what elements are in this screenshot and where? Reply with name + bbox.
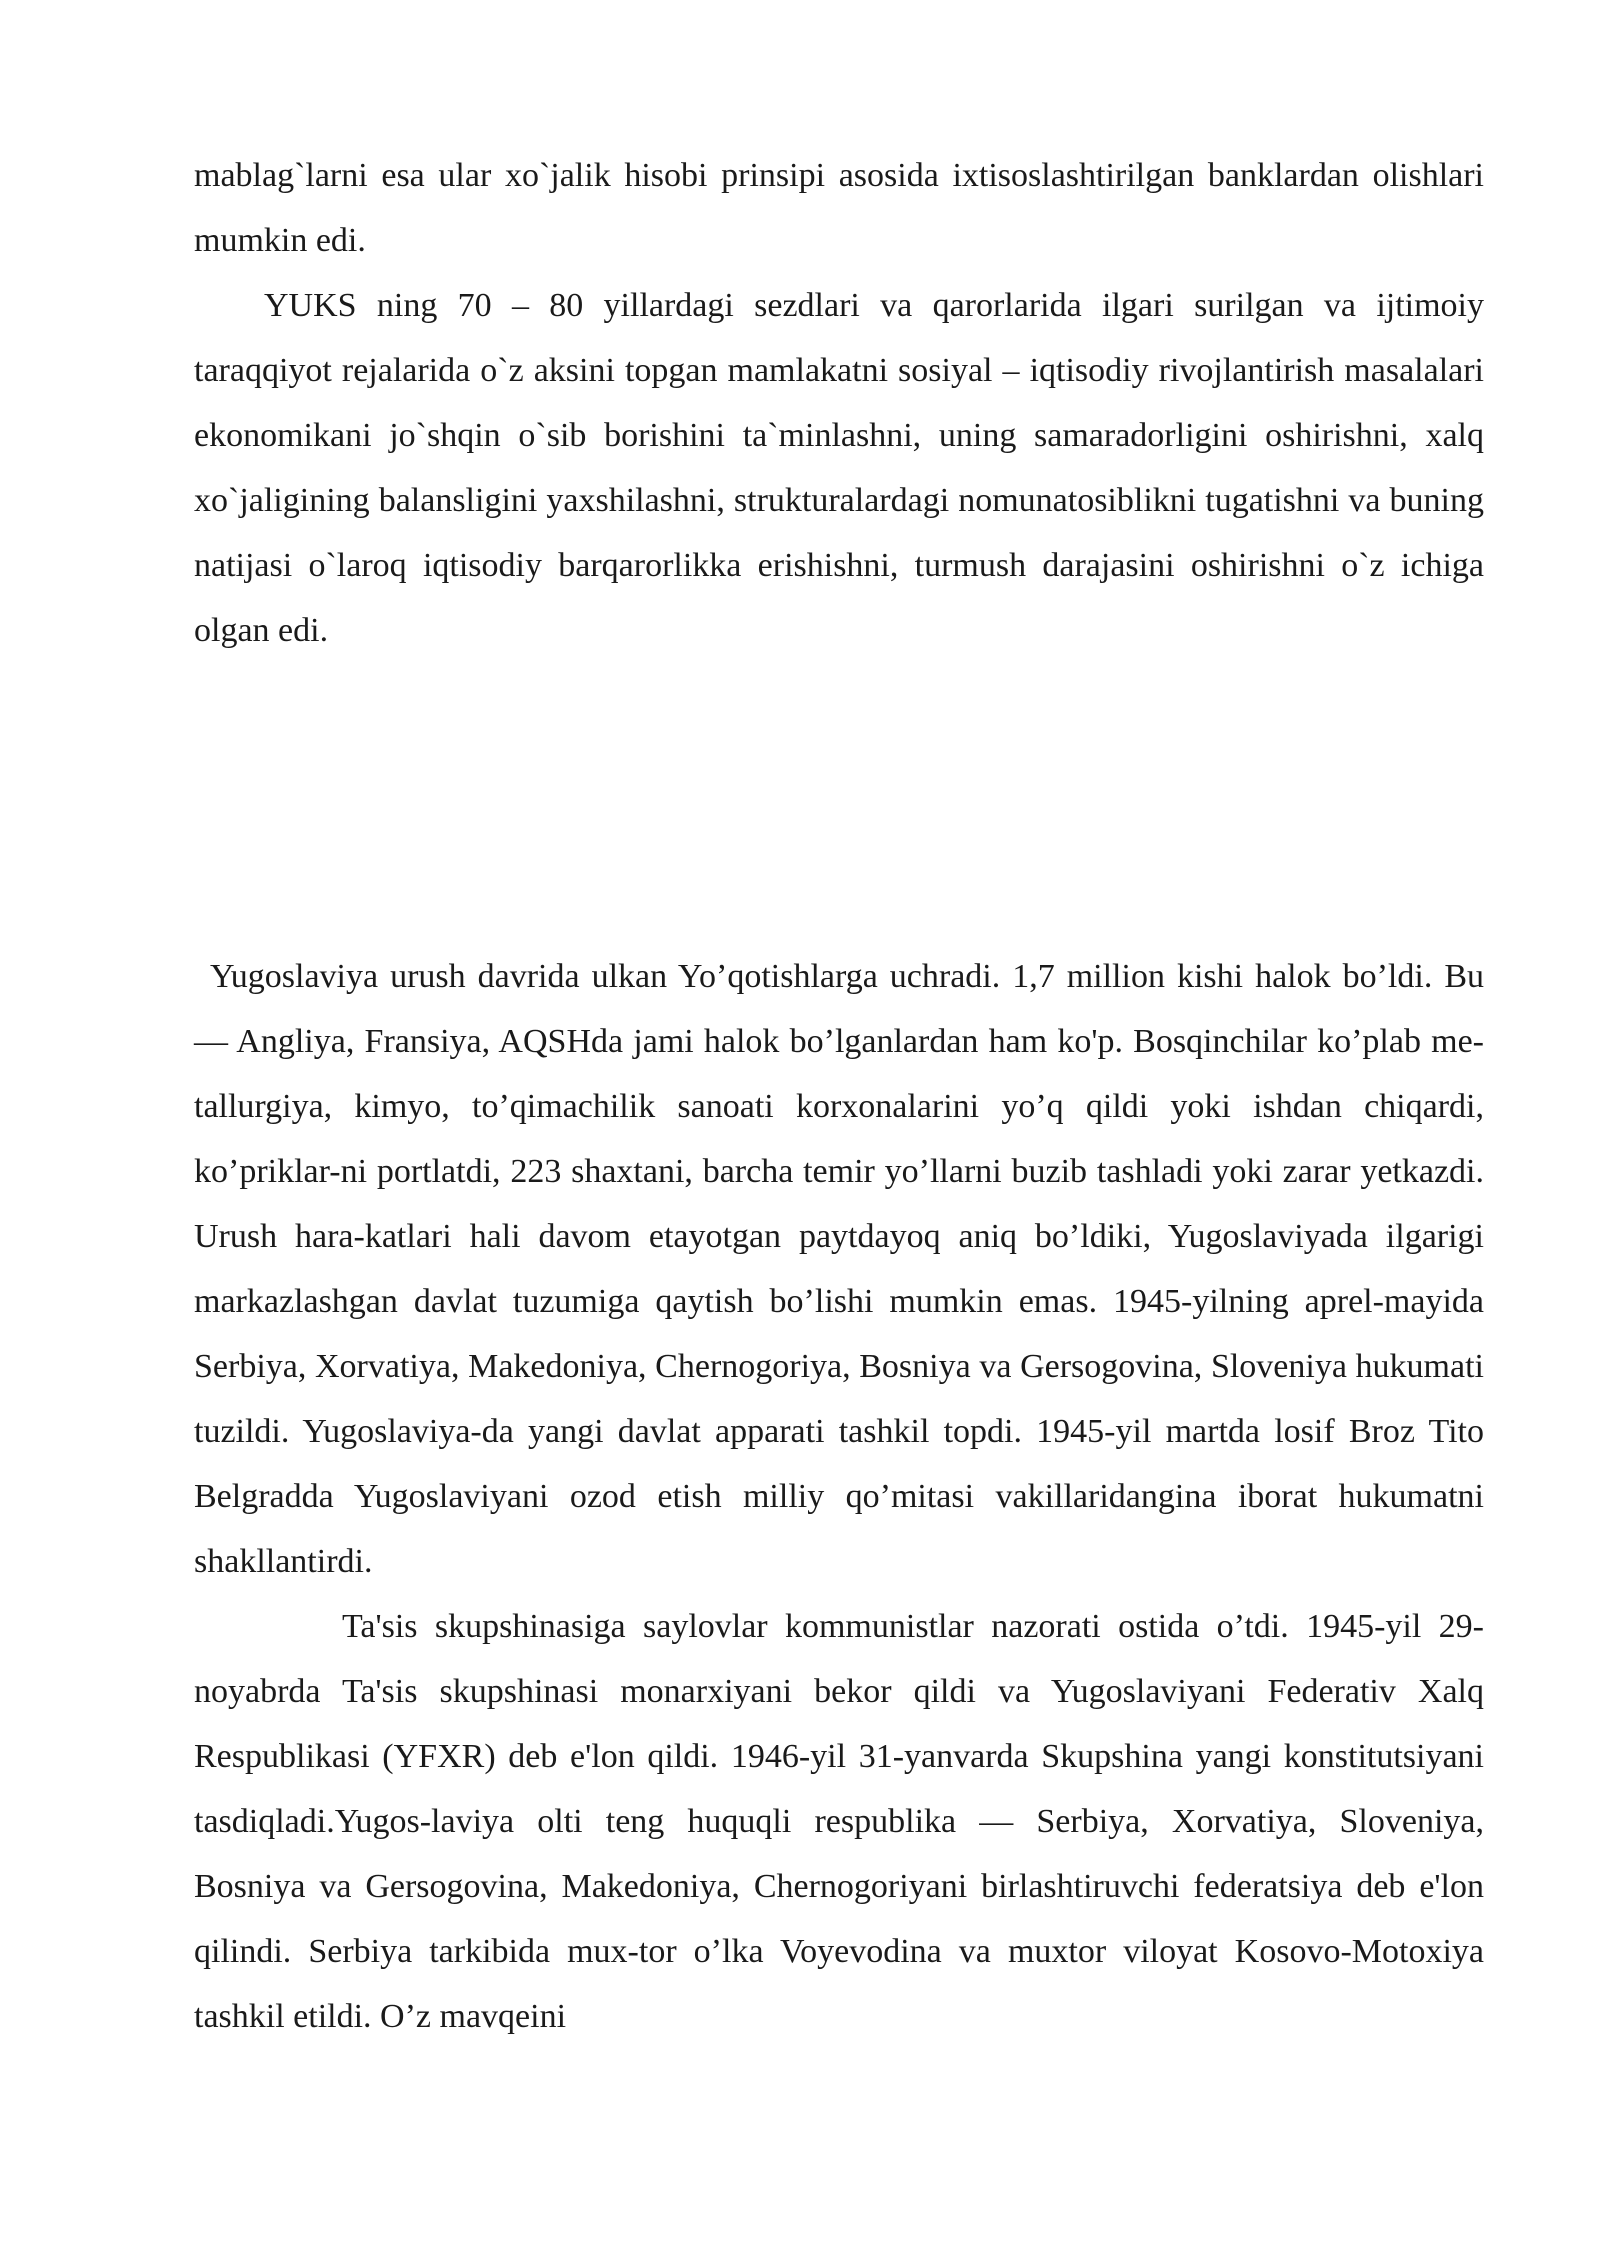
text-section-economic-policy — [194, 143, 1484, 663]
paragraph-yugoslavia-war-losses: Yugoslaviya urush davrida ulkan Yo’qotishlarga uchradi. 1,7 million kishi halok bo’ldi. Bu — Angliya, Fransiya, AQSHda jami halok bo’lganlardan ham ko'p. Bosqinchilar ko’plab me-tallurgiya, kimyo, to’qimachilik sanoati korxonalarini yo’q qildi yoki ishdan chiqardi, ko’priklar-ni portlatdi, 223 shaxtani, barcha temir yo’llarni buzib tashladi yoki zarar yetkazdi. Urush hara-katlari hali davom etayotgan paytdayoq aniq bo’ldiki, Yugoslaviyada ilgarigi markazlashgan davlat tuzumiga qaytish bo’lishi mumkin emas. 1945-yilning aprel-mayida Serbiya, Xorvatiya, Makedoniya, Chernogoriya, Bosniya va Gersogovina, Sloveniya hukumati tuzildi. Yugoslaviya-da yangi davlat apparati tashkil topdi. 1945-yil martda losif Broz Tito Belgradda Yugoslaviyani ozod etish milliy qo’mitasi vakillaridangina iborat hukumatni shakllantirdi. — [194, 958, 1484, 1580]
text-section-yugoslavia — [194, 944, 1484, 2049]
paragraph-constituent-assembly: Ta'sis skupshinasiga saylovlar kommunistlar nazorati ostida o’tdi. 1945-yil 29-noyabrda Ta'sis skupshinasi monarxiyani bekor qildi va Yugoslaviyani Federativ Xalq Respublikasi (YFXR) deb e'lon qildi. 1946-yil 31-yanvarda Skupshina yangi konstitutsiyani tasdiqladi.Yugos-laviya olti teng huquqli respublika — Serbiya, Xorvatiya, Sloveniya, Bosniya va Gersogovina, Makedoniya, Chernogoriyani birlashtiruvchi federatsiya deb e'lon qilindi. Serbiya tarkibida mux-tor o’lka Voyevodina va muxtor viloyat Kosovo-Motoxiya tashkil etildi. O’z mavqeini — [194, 1608, 1484, 2035]
paragraph-bank-funds: mablag`larni esa ular xo`jalik hisobi prinsipi asosida ixtisoslashtirilgan banklardan olishlari mumkin edi. — [194, 157, 1484, 259]
paragraph-yuks-congress: YUKS ning 70 – 80 yillardagi sezdlari va qarorlarida ilgari surilgan va ijtimoiy taraqqiyot rejalarida o`z aksini topgan mamlakatni sosiyal – iqtisodiy rivojlantirish masalalari ekonomikani jo`shqin o`sib borishini ta`minlashni, uning samaradorligini oshirishni, xalq xo`jaligining balansligini yaxshilashni, strukturalardagi nomunatosiblikni tugatishni va buning natijasi o`laroq iqtisodiy barqarorlikka erishishni, turmush darajasini oshirishni o`z ichiga olgan edi. — [194, 287, 1484, 649]
